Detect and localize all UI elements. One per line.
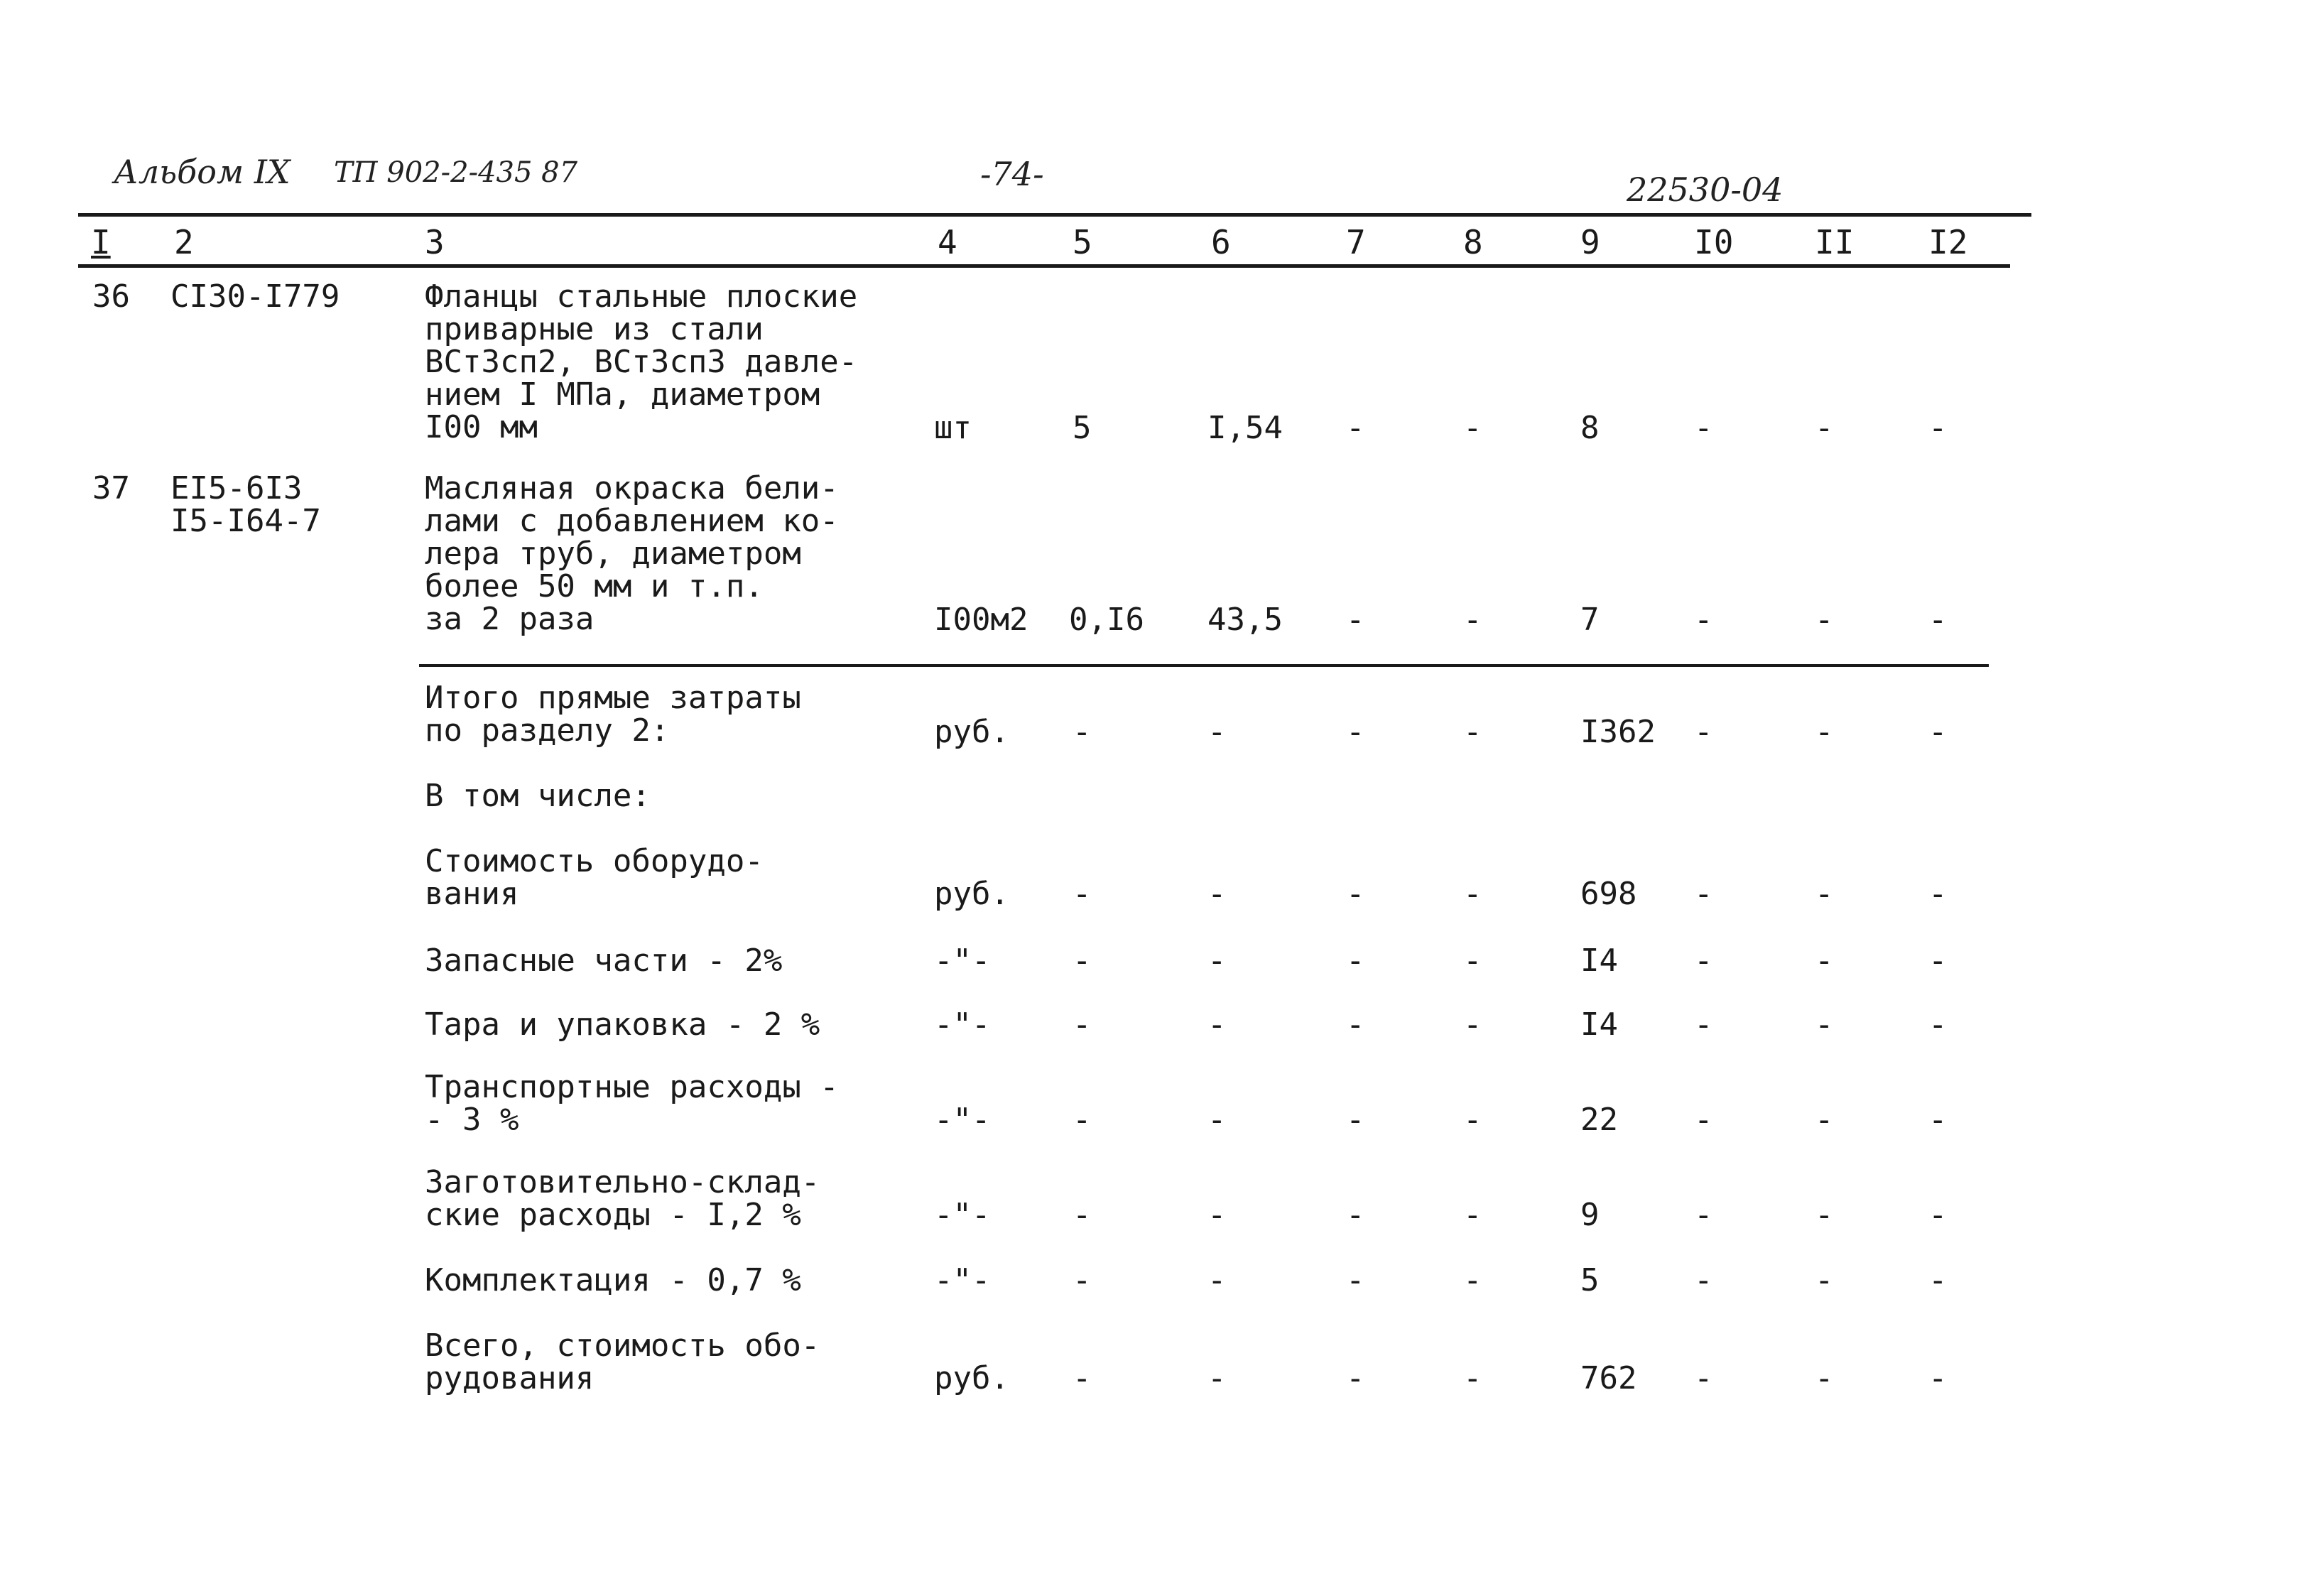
col-header-8: 8 <box>1463 223 1483 261</box>
summary-total-equipment-col6: - <box>1207 1360 1227 1396</box>
row-36-col6: I,54 <box>1207 410 1283 446</box>
summary-equipment-cost-col7: - <box>1346 876 1365 912</box>
summary-transport-col7: - <box>1346 1102 1365 1138</box>
row-36-col10: - <box>1694 410 1713 446</box>
summary-total-direct-label: Итого прямые затраты по разделу 2: <box>425 680 801 749</box>
row-37-col10: - <box>1694 602 1713 638</box>
row-37-description: Масляная окраска бели- лами с добавлением ко- лера труб, диаметром более 50 мм и т.п. за 2 раза <box>425 470 839 637</box>
summary-packaging-col5: - <box>1073 1006 1092 1043</box>
row-36-code: CI30-I779 <box>170 278 340 315</box>
summary-procurement-label: Заготовительно-склад- ские расходы - I,2 % <box>425 1164 820 1233</box>
col-header-1: I <box>91 223 111 261</box>
summary-transport-unit: -"- <box>934 1102 991 1138</box>
summary-total-direct-col12: - <box>1928 714 1948 750</box>
summary-completion-col5: - <box>1073 1262 1092 1298</box>
summary-spare-parts-label: Запасные части - 2% <box>425 943 783 979</box>
summary-total-direct-col5: - <box>1073 714 1092 750</box>
summary-packaging-col6: - <box>1207 1006 1227 1043</box>
summary-equipment-cost-unit: руб. <box>934 876 1009 912</box>
row-37-col11: - <box>1815 602 1834 638</box>
summary-packaging-label: Тара и упаковка - 2 % <box>425 1006 820 1043</box>
summary-total-equipment-col8: - <box>1463 1360 1482 1396</box>
row-36-description: Фланцы стальные плоские приварные из стали ВСт3сп2, ВСт3сп3 давле- нием I МПа, диаметром I00 мм <box>425 278 858 445</box>
summary-completion-col11: - <box>1815 1262 1834 1298</box>
summary-completion-unit: -"- <box>934 1262 991 1298</box>
col-header-6: 6 <box>1211 223 1231 261</box>
summary-spare-parts-col11: - <box>1815 943 1834 979</box>
summary-packaging-col7: - <box>1346 1006 1365 1043</box>
row-37-col9: 7 <box>1580 602 1600 638</box>
summary-completion-col12: - <box>1928 1262 1948 1298</box>
summary-total-direct-col10: - <box>1694 714 1713 750</box>
row-36-col7: - <box>1346 410 1365 446</box>
document-code: 22530-04 <box>1627 170 1784 209</box>
summary-packaging-col11: - <box>1815 1006 1834 1043</box>
summary-transport-col6: - <box>1207 1102 1227 1138</box>
summary-procurement-col10: - <box>1694 1197 1713 1233</box>
row-37-code: EI5-6I3 I5-I64-7 <box>170 470 321 539</box>
album-label: Альбом IX <box>114 153 291 191</box>
summary-equipment-cost-col8: - <box>1463 876 1482 912</box>
header-top-rule <box>78 213 2031 217</box>
row-37-col5: 0,I6 <box>1069 602 1144 638</box>
summary-equipment-cost-col5: - <box>1073 876 1092 912</box>
col-header-7: 7 <box>1346 223 1366 261</box>
summary-spare-parts-col8: - <box>1463 943 1482 979</box>
page-number: -74- <box>980 155 1044 193</box>
summary-total-direct-col7: - <box>1346 714 1365 750</box>
col-header-4: 4 <box>938 223 957 261</box>
row-36-col5: 5 <box>1073 410 1092 446</box>
row-36-col9: 8 <box>1580 410 1600 446</box>
summary-equipment-cost-col6: - <box>1207 876 1227 912</box>
summary-completion-col8: - <box>1463 1262 1482 1298</box>
summary-procurement-unit: -"- <box>934 1197 991 1233</box>
summary-transport-col10: - <box>1694 1102 1713 1138</box>
summary-spare-parts-col12: - <box>1928 943 1948 979</box>
summary-spare-parts-col7: - <box>1346 943 1365 979</box>
header-bottom-rule <box>78 264 2010 268</box>
summary-transport-col9: 22 <box>1580 1102 1618 1138</box>
summary-spare-parts-col9: I4 <box>1580 943 1618 979</box>
totals-separator <box>419 664 1989 667</box>
row-37-col8: - <box>1463 602 1482 638</box>
col-header-5: 5 <box>1073 223 1092 261</box>
summary-total-direct-col8: - <box>1463 714 1482 750</box>
summary-packaging-col12: - <box>1928 1006 1948 1043</box>
row-37-unit: I00м2 <box>934 602 1028 638</box>
summary-transport-col12: - <box>1928 1102 1948 1138</box>
summary-transport-label: Транспортные расходы - - 3 % <box>425 1069 839 1138</box>
summary-completion-col6: - <box>1207 1262 1227 1298</box>
summary-equipment-cost-col11: - <box>1815 876 1834 912</box>
summary-equipment-cost-label: Стоимость оборудо- вания <box>425 843 764 912</box>
summary-total-equipment-col11: - <box>1815 1360 1834 1396</box>
summary-including-label: В том числе: <box>425 778 651 814</box>
summary-completion-col10: - <box>1694 1262 1713 1298</box>
summary-packaging-unit: -"- <box>934 1006 991 1043</box>
summary-total-equipment-label: Всего, стоимость обо- рудования <box>425 1328 820 1396</box>
summary-completion-col9: 5 <box>1580 1262 1600 1298</box>
summary-procurement-col8: - <box>1463 1197 1482 1233</box>
summary-transport-col5: - <box>1073 1102 1092 1138</box>
summary-spare-parts-col10: - <box>1694 943 1713 979</box>
summary-procurement-col12: - <box>1928 1197 1948 1233</box>
col-header-9: 9 <box>1580 223 1600 261</box>
summary-equipment-cost-col9: 698 <box>1580 876 1637 912</box>
summary-spare-parts-col5: - <box>1073 943 1092 979</box>
summary-spare-parts-col6: - <box>1207 943 1227 979</box>
summary-total-direct-unit: руб. <box>934 714 1009 750</box>
summary-equipment-cost-col12: - <box>1928 876 1948 912</box>
row-36-number: 36 <box>92 278 130 315</box>
row-36-unit: шт <box>934 410 972 446</box>
project-code: ТП 902-2-435 87 <box>334 156 578 189</box>
row-36-col12: - <box>1928 410 1948 446</box>
row-37-col6: 43,5 <box>1207 602 1283 638</box>
summary-packaging-col9: I4 <box>1580 1006 1618 1043</box>
summary-packaging-col10: - <box>1694 1006 1713 1043</box>
summary-completion-col7: - <box>1346 1262 1365 1298</box>
summary-procurement-col11: - <box>1815 1197 1834 1233</box>
row-36-col11: - <box>1815 410 1834 446</box>
row-36-col8: - <box>1463 410 1482 446</box>
summary-total-equipment-col12: - <box>1928 1360 1948 1396</box>
summary-total-direct-col11: - <box>1815 714 1834 750</box>
summary-transport-col11: - <box>1815 1102 1834 1138</box>
summary-procurement-col7: - <box>1346 1197 1365 1233</box>
summary-procurement-col5: - <box>1073 1197 1092 1233</box>
col-header-10: I0 <box>1694 223 1734 261</box>
col-header-12: I2 <box>1928 223 1968 261</box>
summary-total-equipment-col7: - <box>1346 1360 1365 1396</box>
summary-total-equipment-col10: - <box>1694 1360 1713 1396</box>
row-37-col12: - <box>1928 602 1948 638</box>
summary-procurement-col9: 9 <box>1580 1197 1600 1233</box>
summary-total-direct-col9: I362 <box>1580 714 1656 750</box>
summary-completion-label: Комплектация - 0,7 % <box>425 1262 801 1298</box>
summary-spare-parts-unit: -"- <box>934 943 991 979</box>
row-37-number: 37 <box>92 470 130 506</box>
summary-equipment-cost-col10: - <box>1694 876 1713 912</box>
col-header-3: 3 <box>425 223 445 261</box>
summary-total-equipment-col5: - <box>1073 1360 1092 1396</box>
summary-packaging-col8: - <box>1463 1006 1482 1043</box>
summary-total-equipment-col9: 762 <box>1580 1360 1637 1396</box>
summary-total-direct-col6: - <box>1207 714 1227 750</box>
summary-procurement-col6: - <box>1207 1197 1227 1233</box>
summary-transport-col8: - <box>1463 1102 1482 1138</box>
row-37-col7: - <box>1346 602 1365 638</box>
col-header-11: II <box>1815 223 1855 261</box>
summary-total-equipment-unit: руб. <box>934 1360 1009 1396</box>
col-header-2: 2 <box>174 223 194 261</box>
